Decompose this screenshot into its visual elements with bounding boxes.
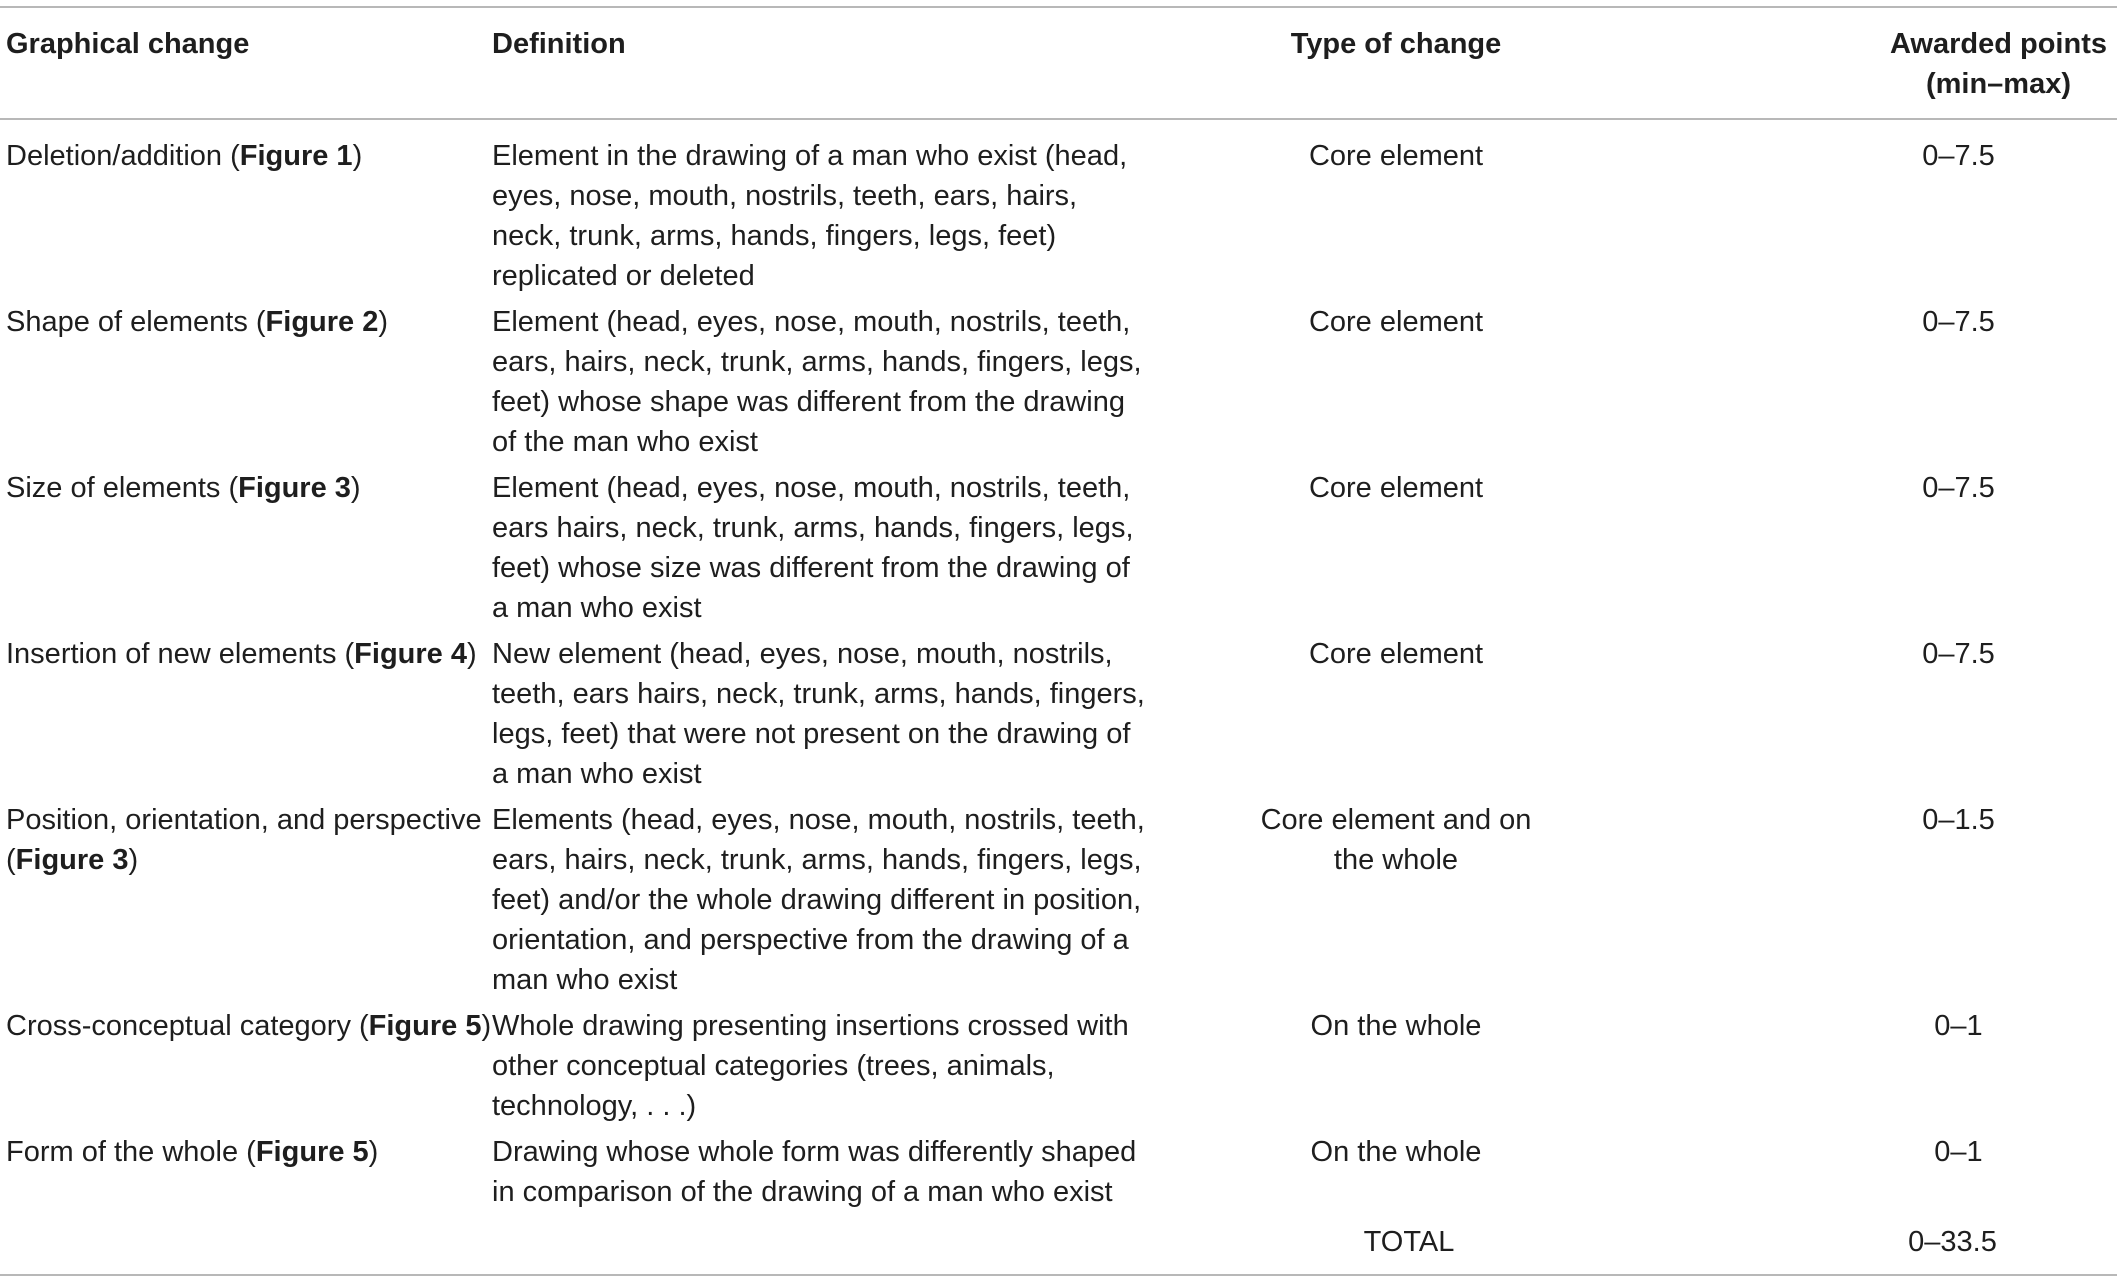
points-text: 0–1.5 bbox=[1922, 804, 1995, 836]
table-row bbox=[0, 302, 2117, 468]
type-text: Core element bbox=[1308, 472, 1484, 504]
figure-reference: Figure 3 bbox=[15, 844, 129, 876]
cell-definition bbox=[492, 119, 1162, 302]
cell-empty bbox=[492, 1218, 1162, 1275]
table-row bbox=[0, 1132, 2117, 1218]
change-text: Insertion of new elements ( bbox=[6, 638, 355, 670]
header-awarded-points-line1: Awarded points bbox=[1890, 28, 2107, 60]
cell-awarded-points bbox=[1848, 302, 2117, 468]
figure-reference: Figure 2 bbox=[265, 306, 379, 338]
change-text-close: ) bbox=[481, 1010, 492, 1042]
change-text: Cross-conceptual category ( bbox=[6, 1010, 369, 1042]
points-text: 0–7.5 bbox=[1922, 638, 1995, 670]
cell-type-of-change bbox=[1162, 119, 1848, 302]
change-text: Form of the whole ( bbox=[6, 1136, 256, 1168]
change-text-close: ) bbox=[128, 844, 139, 876]
points-text: 0–7.5 bbox=[1922, 140, 1995, 172]
header-awarded-points bbox=[1848, 7, 2117, 119]
figure-reference: Figure 5 bbox=[255, 1136, 369, 1168]
definition-text: Element in the drawing of a man who exist (head, eyes, nose, mouth, nostrils, teeth, ears, hairs, neck, trunk, arms, hands, fingers, legs, feet) replicated or deleted bbox=[492, 140, 1128, 292]
change-text-close: ) bbox=[378, 306, 389, 338]
total-label: TOTAL bbox=[1363, 1226, 1455, 1258]
cell-definition bbox=[492, 634, 1162, 800]
cell-type-of-change bbox=[1162, 1006, 1848, 1132]
type-text: Core element and on the whole bbox=[1260, 804, 1532, 876]
change-text: Size of elements ( bbox=[6, 472, 239, 504]
cell-type-of-change bbox=[1162, 1132, 1848, 1218]
table-row bbox=[0, 800, 2117, 1006]
table-row bbox=[0, 119, 2117, 302]
cell-definition bbox=[492, 1132, 1162, 1218]
scoring-table bbox=[0, 6, 2117, 1276]
definition-text: New element (head, eyes, nose, mouth, nostrils, teeth, ears hairs, neck, trunk, arms, hands, fingers, legs, feet) that were not present on the drawing of a man who exist bbox=[492, 638, 1145, 790]
type-text: Core element bbox=[1308, 638, 1484, 670]
cell-graphical-change bbox=[0, 1132, 492, 1218]
change-text-close: ) bbox=[352, 140, 363, 172]
cell-graphical-change bbox=[0, 800, 492, 1006]
cell-awarded-points bbox=[1848, 119, 2117, 302]
points-text: 0–7.5 bbox=[1922, 306, 1995, 338]
total-row bbox=[0, 1218, 2117, 1275]
cell-definition bbox=[492, 302, 1162, 468]
figure-reference: Figure 5 bbox=[368, 1010, 482, 1042]
cell-total-points bbox=[1848, 1218, 2117, 1275]
header-row bbox=[0, 7, 2117, 119]
definition-text: Drawing whose whole form was differently shaped in comparison of the drawing of a man who exist bbox=[492, 1136, 1137, 1208]
cell-awarded-points bbox=[1848, 634, 2117, 800]
cell-graphical-change bbox=[0, 1006, 492, 1132]
definition-text: Element (head, eyes, nose, mouth, nostrils, teeth, ears, hairs, neck, trunk, arms, hands, fingers, legs, feet) whose shape was different from the drawing of the man who exist bbox=[492, 306, 1142, 458]
cell-awarded-points bbox=[1848, 1132, 2117, 1218]
change-text: Deletion/addition ( bbox=[6, 140, 240, 172]
figure-reference: Figure 1 bbox=[239, 140, 353, 172]
header-awarded-points-line2: (min–max) bbox=[1925, 68, 2072, 100]
type-text: On the whole bbox=[1310, 1136, 1482, 1168]
type-text: On the whole bbox=[1310, 1010, 1482, 1042]
cell-awarded-points bbox=[1848, 468, 2117, 634]
definition-text: Whole drawing presenting insertions crossed with other conceptual categories (trees, animals, technology, . . .) bbox=[492, 1010, 1129, 1122]
points-text: 0–1 bbox=[1934, 1136, 1983, 1168]
change-text: Shape of elements ( bbox=[6, 306, 266, 338]
table-row bbox=[0, 634, 2117, 800]
table-row bbox=[0, 468, 2117, 634]
header-type-of-change-label: Type of change bbox=[1290, 28, 1502, 60]
cell-type-of-change bbox=[1162, 468, 1848, 634]
cell-graphical-change bbox=[0, 468, 492, 634]
table-body bbox=[0, 119, 2117, 1275]
cell-type-of-change bbox=[1162, 800, 1848, 1006]
total-points: 0–33.5 bbox=[1908, 1226, 1997, 1258]
change-text-close: ) bbox=[466, 638, 477, 670]
cell-graphical-change bbox=[0, 302, 492, 468]
figure-reference: Figure 4 bbox=[354, 638, 467, 670]
cell-total-label bbox=[1162, 1218, 1848, 1275]
type-text: Core element bbox=[1308, 140, 1484, 172]
cell-awarded-points bbox=[1848, 800, 2117, 1006]
figure-reference: Figure 3 bbox=[238, 472, 351, 504]
definition-text: Element (head, eyes, nose, mouth, nostrils, teeth, ears hairs, neck, trunk, arms, hands, fingers, legs, feet) whose size was different from the drawing of a man who exist bbox=[492, 472, 1134, 624]
cell-graphical-change bbox=[0, 119, 492, 302]
cell-definition bbox=[492, 800, 1162, 1006]
header-type-of-change bbox=[1162, 7, 1848, 119]
cell-type-of-change bbox=[1162, 634, 1848, 800]
points-text: 0–1 bbox=[1934, 1010, 1983, 1042]
change-text: Position, orientation, and perspective ( bbox=[6, 804, 482, 876]
cell-empty bbox=[0, 1218, 492, 1275]
change-text-close: ) bbox=[350, 472, 361, 504]
cell-definition bbox=[492, 1006, 1162, 1132]
header-graphical-change: Graphical change bbox=[6, 28, 250, 60]
cell-type-of-change bbox=[1162, 302, 1848, 468]
header-definition: Definition bbox=[492, 28, 626, 60]
cell-awarded-points bbox=[1848, 1006, 2117, 1132]
definition-text: Elements (head, eyes, nose, mouth, nostrils, teeth, ears, hairs, neck, trunk, arms, hands, fingers, legs, feet) and/or the whole drawing different in position, orientation, and perspective from the drawing of a man who exist bbox=[492, 804, 1145, 996]
change-text-close: ) bbox=[368, 1136, 379, 1168]
cell-graphical-change bbox=[0, 634, 492, 800]
points-text: 0–7.5 bbox=[1922, 472, 1995, 504]
cell-definition bbox=[492, 468, 1162, 634]
table-row bbox=[0, 1006, 2117, 1132]
table-header bbox=[0, 7, 2117, 119]
type-text: Core element bbox=[1308, 306, 1484, 338]
